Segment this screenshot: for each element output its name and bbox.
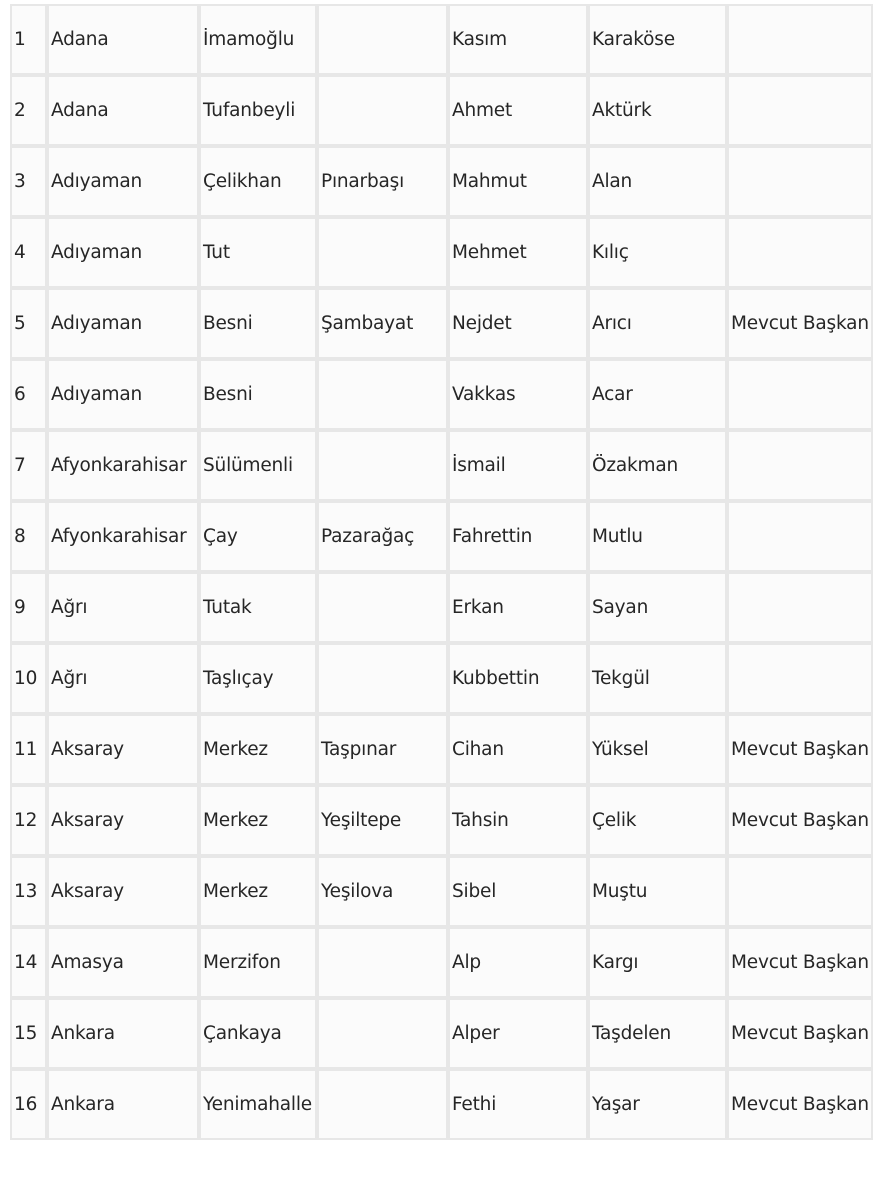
cell-last-name: Çelik bbox=[588, 785, 727, 856]
cell-town: Yeşiltepe bbox=[317, 785, 448, 856]
table-row bbox=[10, 643, 873, 714]
table-row bbox=[10, 998, 873, 1069]
cell-province: Ağrı bbox=[47, 643, 199, 714]
cell-last-name: Muştu bbox=[588, 856, 727, 927]
table-row bbox=[10, 1069, 873, 1140]
cell-district: Yenimahalle bbox=[199, 1069, 317, 1140]
cell-row-number: 11 bbox=[10, 714, 47, 785]
cell-first-name: İsmail bbox=[448, 430, 588, 501]
table-body bbox=[10, 4, 873, 1140]
cell-town: Şambayat bbox=[317, 288, 448, 359]
table-row bbox=[10, 714, 873, 785]
cell-town bbox=[317, 217, 448, 288]
candidates-table bbox=[10, 4, 873, 1140]
cell-district: Merkez bbox=[199, 856, 317, 927]
cell-province: Aksaray bbox=[47, 856, 199, 927]
cell-last-name: Yaşar bbox=[588, 1069, 727, 1140]
cell-note bbox=[727, 501, 873, 572]
cell-town: Pınarbaşı bbox=[317, 146, 448, 217]
cell-last-name: Özakman bbox=[588, 430, 727, 501]
cell-row-number: 8 bbox=[10, 501, 47, 572]
cell-first-name: Ahmet bbox=[448, 75, 588, 146]
cell-district: Besni bbox=[199, 359, 317, 430]
cell-province: Adıyaman bbox=[47, 288, 199, 359]
table-row bbox=[10, 217, 873, 288]
cell-last-name: Yüksel bbox=[588, 714, 727, 785]
cell-district: Çay bbox=[199, 501, 317, 572]
cell-town bbox=[317, 359, 448, 430]
cell-note bbox=[727, 643, 873, 714]
cell-row-number: 4 bbox=[10, 217, 47, 288]
cell-note: Mevcut Başkan bbox=[727, 998, 873, 1069]
cell-province: Ankara bbox=[47, 998, 199, 1069]
table-row bbox=[10, 856, 873, 927]
table-row bbox=[10, 288, 873, 359]
table-row bbox=[10, 785, 873, 856]
cell-town bbox=[317, 75, 448, 146]
cell-note bbox=[727, 146, 873, 217]
cell-province: Ankara bbox=[47, 1069, 199, 1140]
cell-town bbox=[317, 927, 448, 998]
cell-district: Merkez bbox=[199, 785, 317, 856]
cell-first-name: Fethi bbox=[448, 1069, 588, 1140]
cell-town: Pazarağaç bbox=[317, 501, 448, 572]
cell-first-name: Mahmut bbox=[448, 146, 588, 217]
table-row bbox=[10, 927, 873, 998]
cell-first-name: Kubbettin bbox=[448, 643, 588, 714]
cell-row-number: 12 bbox=[10, 785, 47, 856]
table-row bbox=[10, 359, 873, 430]
cell-note bbox=[727, 856, 873, 927]
cell-town bbox=[317, 1069, 448, 1140]
cell-note bbox=[727, 75, 873, 146]
cell-town bbox=[317, 4, 448, 75]
cell-last-name: Kılıç bbox=[588, 217, 727, 288]
cell-note bbox=[727, 430, 873, 501]
table-row bbox=[10, 572, 873, 643]
cell-row-number: 1 bbox=[10, 4, 47, 75]
cell-first-name: Sibel bbox=[448, 856, 588, 927]
cell-province: Adana bbox=[47, 75, 199, 146]
cell-last-name: Tekgül bbox=[588, 643, 727, 714]
cell-province: Afyonkarahisar bbox=[47, 501, 199, 572]
cell-district: Besni bbox=[199, 288, 317, 359]
cell-first-name: Tahsin bbox=[448, 785, 588, 856]
cell-row-number: 5 bbox=[10, 288, 47, 359]
cell-first-name: Mehmet bbox=[448, 217, 588, 288]
table-row bbox=[10, 430, 873, 501]
cell-row-number: 10 bbox=[10, 643, 47, 714]
cell-last-name: Sayan bbox=[588, 572, 727, 643]
cell-last-name: Karaköse bbox=[588, 4, 727, 75]
cell-province: Ağrı bbox=[47, 572, 199, 643]
cell-province: Adıyaman bbox=[47, 217, 199, 288]
cell-district: Tutak bbox=[199, 572, 317, 643]
cell-first-name: Alp bbox=[448, 927, 588, 998]
cell-province: Amasya bbox=[47, 927, 199, 998]
cell-first-name: Vakkas bbox=[448, 359, 588, 430]
cell-town bbox=[317, 998, 448, 1069]
cell-province: Afyonkarahisar bbox=[47, 430, 199, 501]
cell-province: Adıyaman bbox=[47, 146, 199, 217]
cell-district: Merzifon bbox=[199, 927, 317, 998]
cell-note: Mevcut Başkan bbox=[727, 785, 873, 856]
cell-last-name: Aktürk bbox=[588, 75, 727, 146]
table-row bbox=[10, 4, 873, 75]
cell-last-name: Mutlu bbox=[588, 501, 727, 572]
cell-note: Mevcut Başkan bbox=[727, 927, 873, 998]
cell-first-name: Cihan bbox=[448, 714, 588, 785]
cell-first-name: Nejdet bbox=[448, 288, 588, 359]
cell-town: Taşpınar bbox=[317, 714, 448, 785]
cell-row-number: 13 bbox=[10, 856, 47, 927]
cell-town bbox=[317, 430, 448, 501]
cell-row-number: 3 bbox=[10, 146, 47, 217]
cell-first-name: Alper bbox=[448, 998, 588, 1069]
cell-last-name: Alan bbox=[588, 146, 727, 217]
cell-district: Çankaya bbox=[199, 998, 317, 1069]
cell-district: Taşlıçay bbox=[199, 643, 317, 714]
cell-district: İmamoğlu bbox=[199, 4, 317, 75]
cell-district: Tufanbeyli bbox=[199, 75, 317, 146]
cell-row-number: 7 bbox=[10, 430, 47, 501]
cell-district: Tut bbox=[199, 217, 317, 288]
cell-row-number: 9 bbox=[10, 572, 47, 643]
cell-note bbox=[727, 4, 873, 75]
cell-note: Mevcut Başkan bbox=[727, 1069, 873, 1140]
cell-row-number: 6 bbox=[10, 359, 47, 430]
cell-last-name: Arıcı bbox=[588, 288, 727, 359]
cell-note bbox=[727, 359, 873, 430]
cell-province: Aksaray bbox=[47, 785, 199, 856]
cell-town: Yeşilova bbox=[317, 856, 448, 927]
cell-province: Aksaray bbox=[47, 714, 199, 785]
cell-last-name: Kargı bbox=[588, 927, 727, 998]
cell-note: Mevcut Başkan bbox=[727, 714, 873, 785]
cell-town bbox=[317, 572, 448, 643]
table-row bbox=[10, 501, 873, 572]
table-row bbox=[10, 75, 873, 146]
cell-province: Adana bbox=[47, 4, 199, 75]
cell-first-name: Kasım bbox=[448, 4, 588, 75]
cell-note: Mevcut Başkan bbox=[727, 288, 873, 359]
cell-last-name: Acar bbox=[588, 359, 727, 430]
cell-province: Adıyaman bbox=[47, 359, 199, 430]
cell-district: Çelikhan bbox=[199, 146, 317, 217]
cell-note bbox=[727, 572, 873, 643]
cell-first-name: Erkan bbox=[448, 572, 588, 643]
cell-district: Sülümenli bbox=[199, 430, 317, 501]
cell-note bbox=[727, 217, 873, 288]
cell-district: Merkez bbox=[199, 714, 317, 785]
cell-last-name: Taşdelen bbox=[588, 998, 727, 1069]
table-row bbox=[10, 146, 873, 217]
cell-town bbox=[317, 643, 448, 714]
cell-row-number: 15 bbox=[10, 998, 47, 1069]
cell-first-name: Fahrettin bbox=[448, 501, 588, 572]
cell-row-number: 2 bbox=[10, 75, 47, 146]
cell-row-number: 14 bbox=[10, 927, 47, 998]
cell-row-number: 16 bbox=[10, 1069, 47, 1140]
